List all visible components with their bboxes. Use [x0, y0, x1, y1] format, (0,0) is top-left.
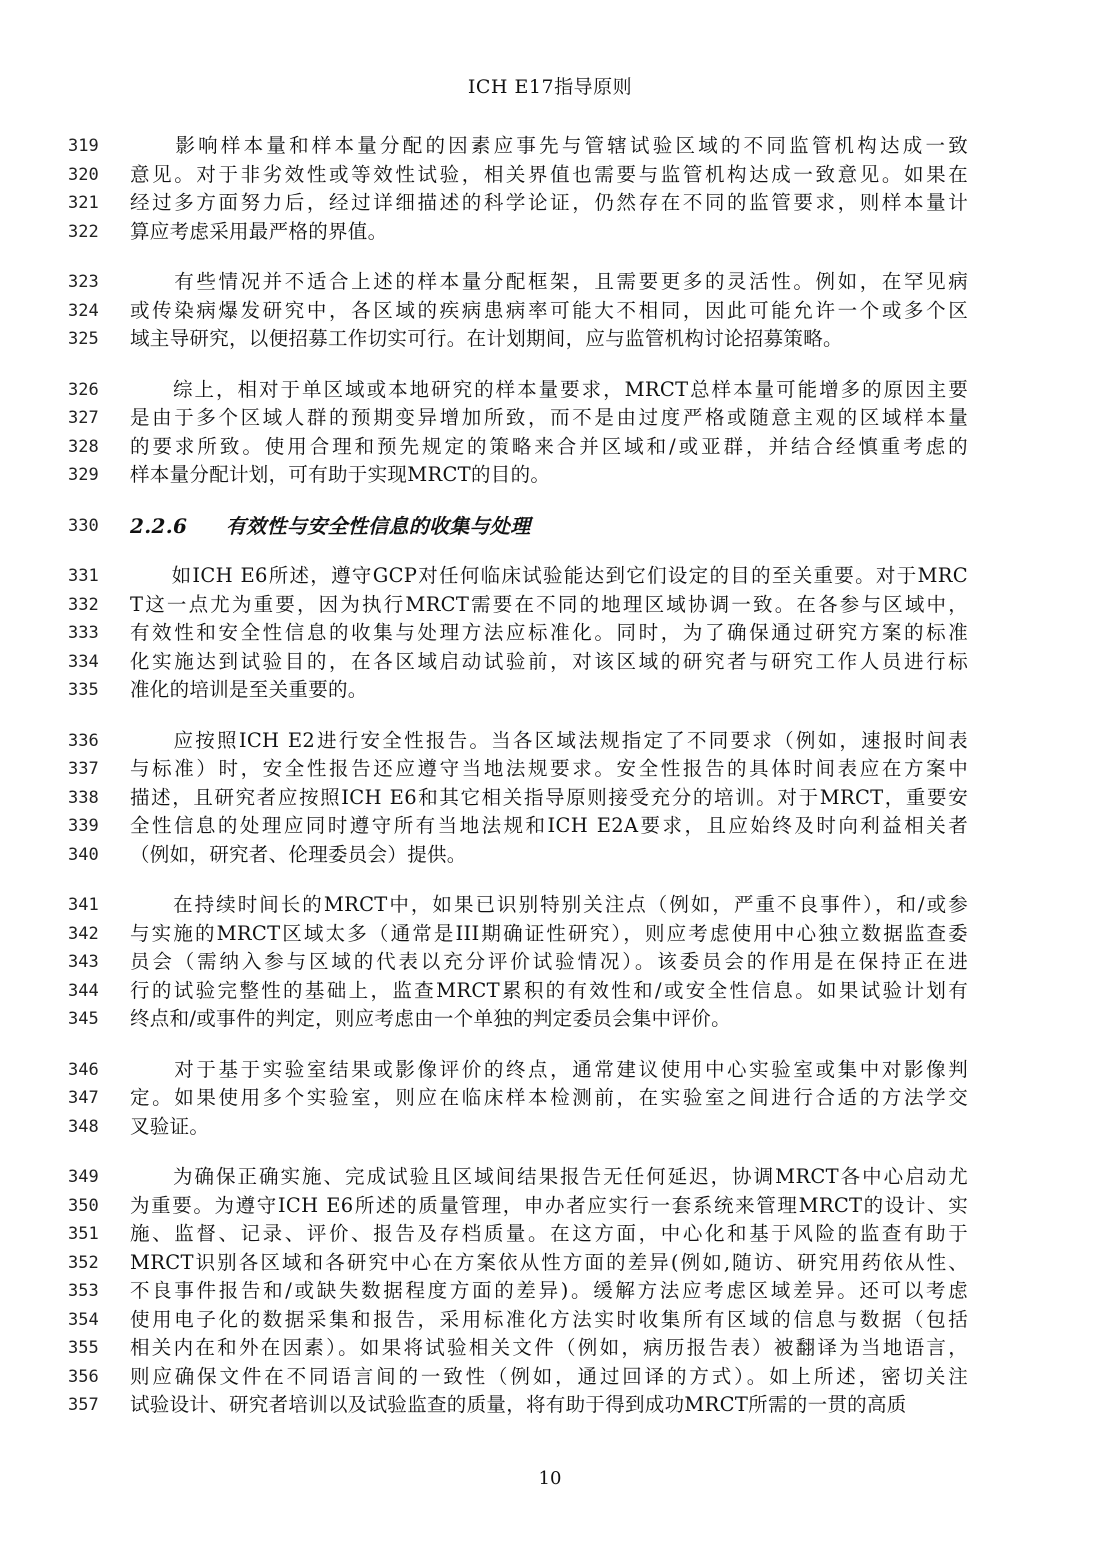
text-line — [68, 325, 968, 354]
line-number: 321 — [68, 193, 99, 213]
text-line — [68, 562, 968, 591]
line-text: T这一点尤为重要，因为执行MRCT需要在不同的地理区域协调一致。在各参与区域中， — [130, 592, 968, 616]
paragraph — [68, 268, 968, 354]
text-line — [68, 268, 968, 297]
line-number: 341 — [68, 895, 99, 915]
line-text: （例如，研究者、伦理委员会）提供。 — [130, 842, 467, 866]
line-text: 与实施的MRCT区域太多（通常是III期确证性研究），则应考虑使用中心独立数据监查委 — [130, 921, 968, 945]
text-line — [68, 1334, 968, 1363]
text-line — [68, 1163, 968, 1192]
line-text: 使用电子化的数据采集和报告，采用标准化方法实时收集所有区域的信息与数据（包括 — [130, 1307, 968, 1331]
line-text: 在持续时间长的MRCT中，如果已识别特别关注点（例如，严重不良事件），和/或参 — [130, 893, 968, 916]
text-line — [68, 755, 968, 784]
text-line — [68, 1277, 968, 1306]
line-number: 348 — [68, 1116, 99, 1137]
line-text: 相关内在和外在因素）。如果将试验相关文件（例如，病历报告表）被翻译为当地语言， — [130, 1336, 968, 1359]
paragraph — [68, 1163, 968, 1420]
line-number: 343 — [68, 952, 99, 972]
text-line — [68, 433, 968, 462]
line-number: 319 — [68, 136, 99, 156]
text-line — [68, 920, 968, 949]
line-number: 354 — [68, 1309, 99, 1330]
paragraph — [68, 1056, 968, 1142]
line-number: 336 — [68, 730, 99, 751]
text-line — [68, 1220, 968, 1249]
line-text: 应按照ICH E2进行安全性报告。当各区域法规指定了不同要求（例如，速报时间表 — [130, 728, 968, 752]
line-text: 则应确保文件在不同语言间的一致性（例如，通过回译的方式）。如上所述，密切关注 — [130, 1364, 968, 1388]
text-line — [68, 727, 968, 756]
text-line — [68, 1249, 968, 1278]
page-body — [68, 132, 968, 1442]
text-line — [68, 132, 968, 161]
text-line — [68, 648, 968, 677]
text-line — [68, 1306, 968, 1335]
text-line — [68, 841, 968, 870]
page-header: ICH E17指导原则 — [467, 76, 633, 98]
line-number: 349 — [68, 1167, 99, 1187]
line-text: 行的试验完整性的基础上，监查MRCT累积的有效性和/或安全性信息。如果试验计划有 — [130, 978, 968, 1002]
line-number: 328 — [68, 436, 99, 457]
line-text: 施、监督、记录、评价、报告及存档质量。在这方面，中心化和基于风险的监查有助于 — [130, 1222, 968, 1245]
line-number: 329 — [68, 465, 99, 485]
line-number: 332 — [68, 594, 99, 615]
line-number: 322 — [68, 221, 99, 242]
text-line — [68, 1192, 968, 1221]
text-line — [68, 218, 968, 247]
line-text: 意见。对于非劣效性或等效性试验，相关界值也需要与监管机构达成一致意见。如果在 — [130, 162, 968, 186]
text-line — [68, 948, 968, 977]
text-line — [68, 891, 968, 920]
paragraphs-after-section — [68, 562, 968, 1420]
line-number: 352 — [68, 1252, 99, 1273]
line-number: 351 — [68, 1224, 99, 1244]
text-line — [68, 1391, 968, 1420]
line-number: 325 — [68, 329, 99, 349]
section-title: 有效性与安全性信息的收集与处理 — [226, 513, 531, 538]
text-line — [68, 784, 968, 813]
line-number: 347 — [68, 1088, 99, 1108]
line-number: 342 — [68, 923, 99, 944]
text-line — [68, 1056, 968, 1085]
line-text: 经过多方面努力后，经过详细描述的科学论证，仍然存在不同的监管要求，则样本量计 — [130, 191, 968, 214]
text-line — [68, 591, 968, 620]
line-number: 345 — [68, 1009, 99, 1029]
line-text: 试验设计、研究者培训以及试验监查的质量，将有助于得到成功MRCT所需的一贯的高质 — [130, 1393, 907, 1416]
line-number: 356 — [68, 1366, 99, 1387]
section-heading — [68, 512, 968, 541]
line-text: 对于基于实验室结果或影像评价的终点，通常建议使用中心实验室或集中对影像判 — [130, 1057, 968, 1081]
line-text: 全性信息的处理应同时遵守所有当地法规和ICH E2A要求，且应始终及时向利益相关者 — [130, 814, 968, 837]
line-text: 与标准）时，安全性报告还应遵守当地法规要求。安全性报告的具体时间表应在方案中 — [130, 757, 968, 780]
line-text: 不良事件报告和/或缺失数据程度方面的差异)。缓解方法应考虑区域差异。还可以考虑 — [130, 1279, 968, 1302]
line-number: 326 — [68, 379, 99, 400]
line-text: 是由于多个区域人群的预期变异增加所致，而不是由过度严格或随意主观的区域样本量 — [130, 406, 968, 429]
line-text: 终点和/或事件的判定，则应考虑由一个单独的判定委员会集中评价。 — [130, 1007, 731, 1030]
line-text: 综上，相对于单区域或本地研究的样本量要求，MRCT总样本量可能增多的原因主要 — [130, 377, 968, 401]
text-line — [68, 977, 968, 1006]
text-line — [68, 161, 968, 190]
line-number: 355 — [68, 1338, 99, 1358]
text-line — [68, 619, 968, 648]
line-number: 330 — [68, 515, 99, 536]
line-text: 为确保正确实施、完成试验且区域间结果报告无任何延迟，协调MRCT各中心启动尤 — [130, 1165, 968, 1188]
line-number: 346 — [68, 1059, 99, 1080]
text-line — [68, 404, 968, 433]
text-line — [68, 1113, 968, 1142]
section-number: 2.2.6 — [130, 513, 188, 538]
line-text: 叉验证。 — [130, 1114, 210, 1138]
section-heading-line — [68, 512, 968, 541]
line-text: 的要求所致。使用合理和预先规定的策略来合并区域和/或亚群，并结合经慎重考虑的 — [130, 434, 968, 458]
line-number: 324 — [68, 300, 99, 321]
text-line — [68, 189, 968, 218]
line-number: 337 — [68, 759, 99, 779]
line-number: 340 — [68, 844, 99, 865]
line-number: 334 — [68, 651, 99, 672]
line-text: 定。如果使用多个实验室，则应在临床样本检测前，在实验室之间进行合适的方法学交 — [130, 1086, 968, 1109]
line-text: 化实施达到试验目的，在各区域启动试验前，对该区域的研究者与研究工作人员进行标 — [130, 649, 968, 673]
text-line — [68, 1363, 968, 1392]
page-number: 10 — [538, 1468, 562, 1489]
line-number: 331 — [68, 566, 99, 586]
line-number: 353 — [68, 1281, 99, 1301]
line-number: 335 — [68, 680, 99, 700]
line-text: 或传染病爆发研究中，各区域的疾病患病率可能大不相同，因此可能允许一个或多个区 — [130, 298, 968, 322]
line-text: 样本量分配计划，可有助于实现MRCT的目的。 — [130, 463, 551, 486]
line-number: 357 — [68, 1395, 99, 1415]
line-text: 有效性和安全性信息的收集与处理方法应标准化。同时，为了确保通过研究方案的标准 — [130, 621, 968, 644]
line-text: 影响样本量和样本量分配的因素应事先与管辖试验区域的不同监管机构达成一致 — [130, 134, 968, 157]
paragraph — [68, 376, 968, 490]
line-number: 350 — [68, 1195, 99, 1216]
line-text: 算应考虑采用最严格的界值。 — [130, 219, 388, 243]
line-text: 员会（需纳入参与区域的代表以充分评价试验情况）。该委员会的作用是在保持正在进 — [130, 950, 968, 973]
line-text: 为重要。为遵守ICH E6所述的质量管理，申办者应实行一套系统来管理MRCT的设计、实 — [130, 1193, 968, 1217]
line-text: 域主导研究，以便招募工作切实可行。在计划期间，应与监管机构讨论招募策略。 — [130, 327, 843, 350]
line-text: 描述，且研究者应按照ICH E6和其它相关指导原则接受充分的培训。对于MRCT，重要安 — [130, 785, 968, 809]
line-text: 准化的培训是至关重要的。 — [130, 678, 368, 701]
text-line — [68, 676, 968, 705]
paragraphs-before-section — [68, 132, 968, 490]
text-line — [68, 812, 968, 841]
line-number: 323 — [68, 272, 99, 292]
paragraph — [68, 891, 968, 1034]
text-line — [68, 1005, 968, 1034]
text-line — [68, 1084, 968, 1113]
line-number: 333 — [68, 623, 99, 643]
line-number: 344 — [68, 980, 99, 1001]
section-heading-text — [130, 512, 968, 541]
line-text: 有些情况并不适合上述的样本量分配框架，且需要更多的灵活性。例如，在罕见病 — [130, 270, 968, 293]
text-line — [68, 376, 968, 405]
paragraph — [68, 132, 968, 246]
text-line — [68, 461, 968, 490]
line-number: 320 — [68, 164, 99, 185]
line-text: MRCT识别各区域和各研究中心在方案依从性方面的差异(例如,随访、研究用药依从性、 — [130, 1250, 968, 1274]
line-text: 如ICH E6所述，遵守GCP对任何临床试验能达到它们设定的目的至关重要。对于MRC — [130, 564, 968, 587]
paragraph — [68, 562, 968, 705]
paragraph — [68, 727, 968, 870]
text-line — [68, 297, 968, 326]
line-number: 339 — [68, 816, 99, 836]
line-number: 338 — [68, 787, 99, 808]
line-number: 327 — [68, 408, 99, 428]
